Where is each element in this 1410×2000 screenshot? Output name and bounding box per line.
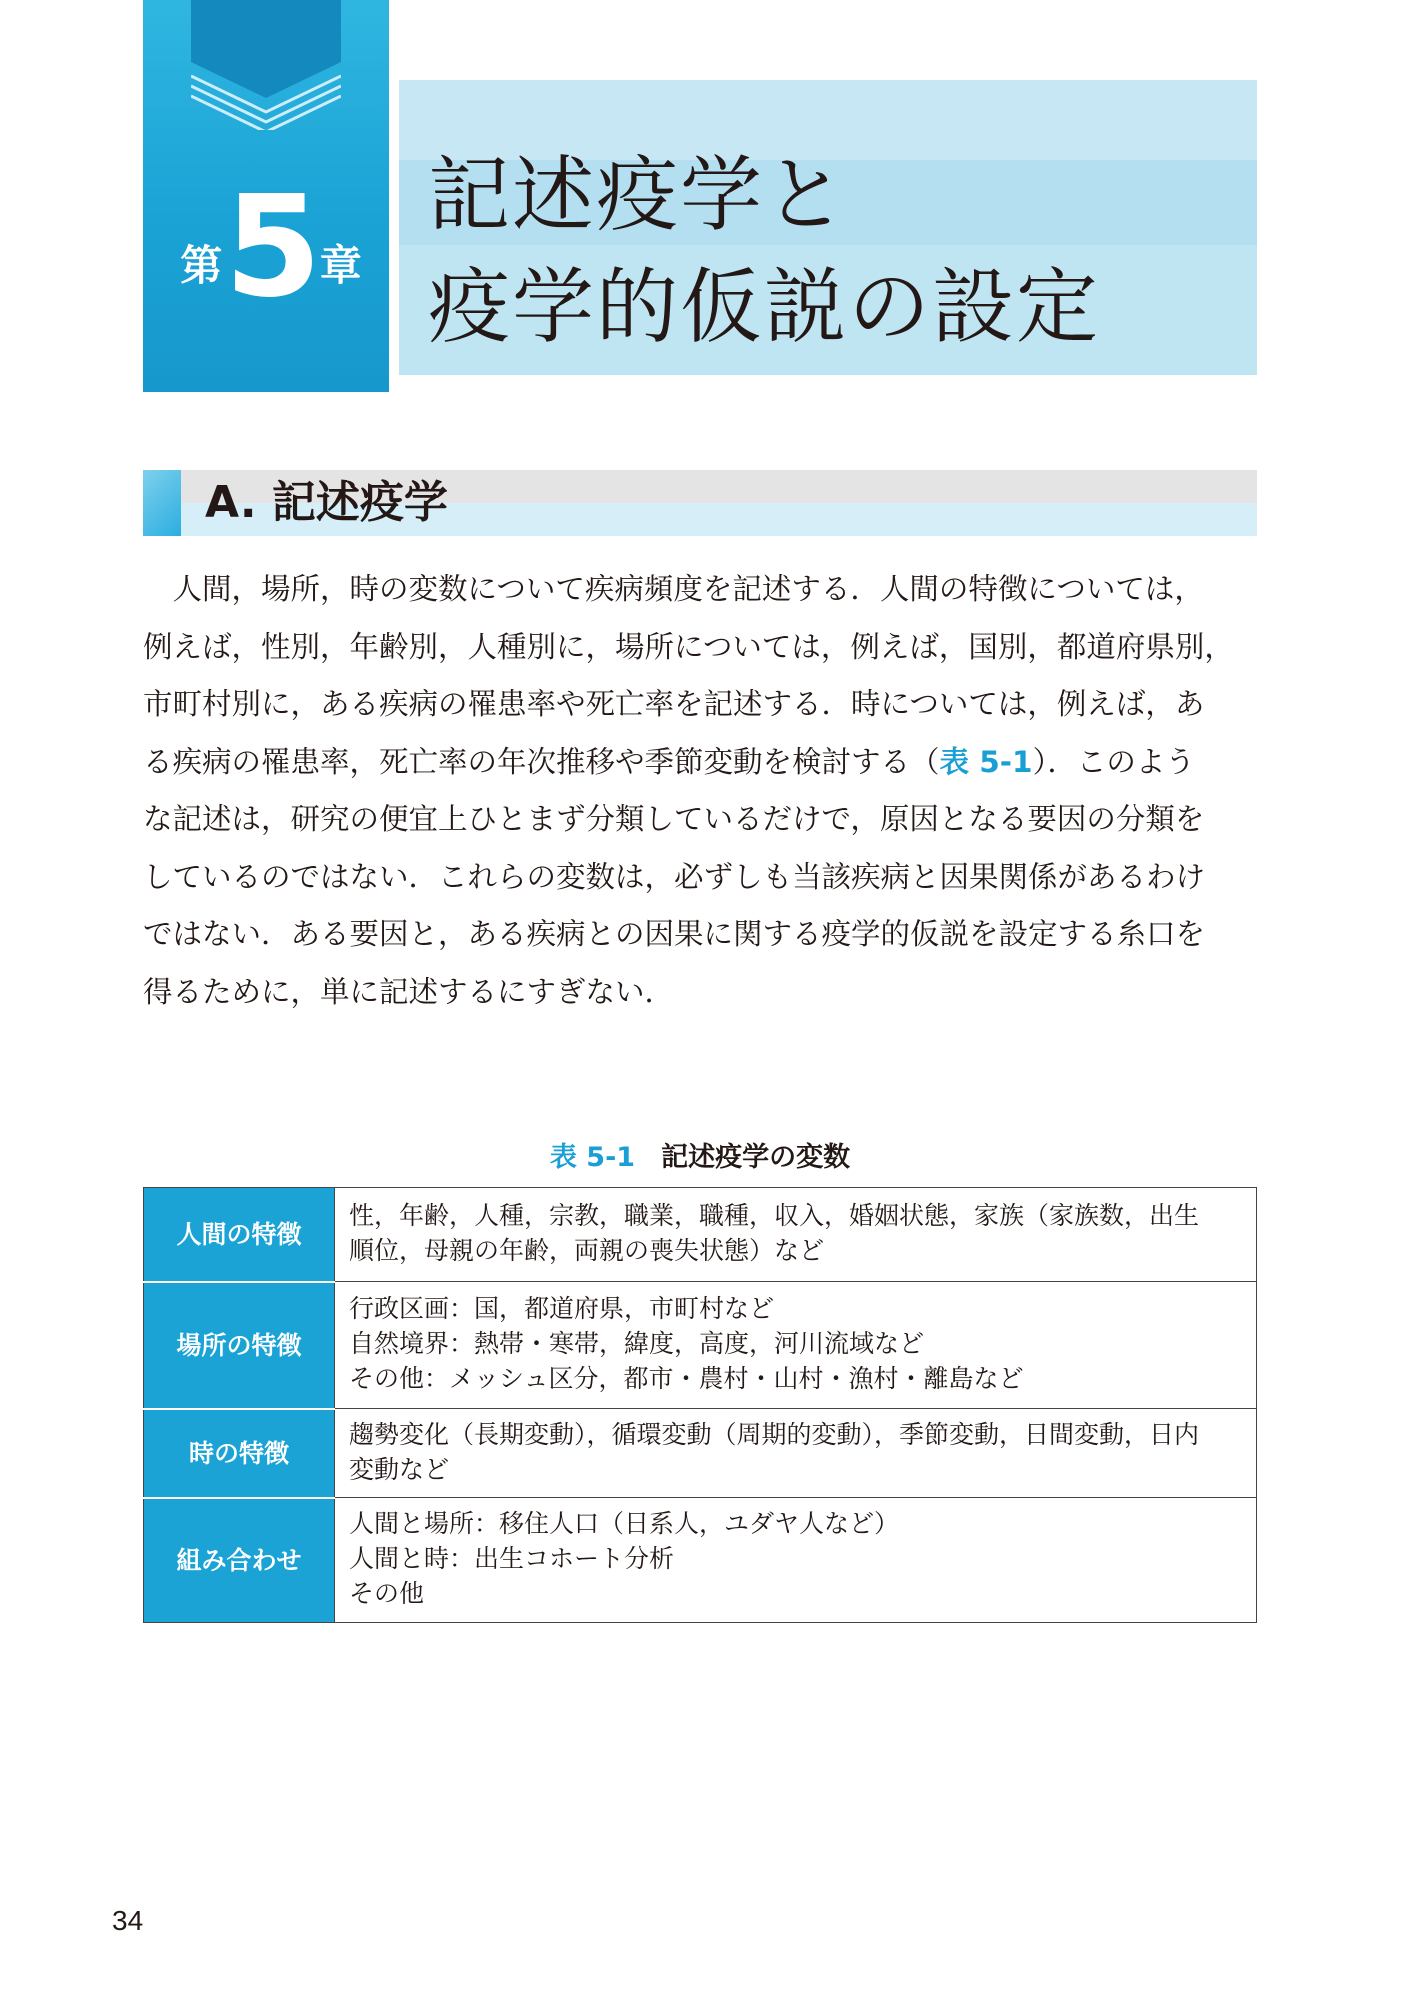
table-row	[144, 1282, 1257, 1409]
cell-line: 自然境界：熱帯・寒帯，緯度，高度，河川流域など	[349, 1329, 925, 1358]
row-cell	[335, 1282, 1257, 1409]
variables-table	[143, 1187, 1257, 1623]
row-cell	[335, 1188, 1257, 1282]
cell-line: 変動など	[349, 1454, 450, 1484]
text-segment: る疾病の罹患率，死亡率の年次推移や季節変動を検討する（	[143, 744, 940, 779]
table-row	[144, 1409, 1257, 1498]
row-cell	[335, 1498, 1257, 1623]
chapter-number-label	[176, 166, 366, 329]
text-line: な記述は，研究の便宜上ひとまず分類しているだけで，原因となる要因の分類を	[143, 802, 1205, 836]
text-line: しているのではない．これらの変数は，必ずしも当該疾病と因果関係があるわけ	[143, 859, 1206, 894]
text-line: 人間，場所，時の変数について疾病頻度を記述する．人間の特徴については，	[172, 572, 1204, 606]
cell-line: その他	[349, 1579, 425, 1608]
cell-line: 人間と時：出生コホート分析	[349, 1544, 675, 1573]
chapter-tab	[143, 0, 389, 392]
table-caption-title: 記述疫学の変数	[661, 1142, 851, 1173]
table-reference-link[interactable]: 表 5-1	[939, 744, 1033, 779]
chapter-number: 5	[224, 166, 318, 329]
chevron-down-icon	[191, 0, 341, 130]
text-line: ではない．ある要因と，ある疾病との因果に関する疫学的仮説を設定する糸口を	[143, 917, 1206, 951]
row-header: 組み合わせ	[144, 1498, 335, 1623]
cell-line: 人間と場所：移住人口（日系人，ユダヤ人など）	[349, 1509, 900, 1538]
cell-line: 順位，母親の年齢，両親の喪失状態）など	[349, 1236, 825, 1265]
section-accent	[143, 470, 181, 536]
body-paragraph	[143, 561, 1257, 1021]
chapter-title-line: 記述疫学と	[428, 148, 849, 243]
chapter-prefix: 第	[180, 241, 223, 290]
section-title: A. 記述疫学	[205, 477, 448, 528]
row-header: 場所の特徴	[144, 1282, 335, 1409]
cell-line: その他：メッシュ区分，都市・農村・山村・漁村・離島など	[349, 1364, 1024, 1393]
row-header: 人間の特徴	[144, 1188, 335, 1282]
cell-line: 性，年齢，人種，宗教，職業，職種，収入，婚姻状態，家族（家族数，出生	[349, 1201, 1200, 1230]
text-line: 得るために，単に記述するにすぎない．	[143, 974, 675, 1009]
chapter-suffix: 章	[319, 241, 362, 290]
header-divider	[389, 0, 399, 392]
page-number: 34	[112, 1905, 144, 1936]
table-caption	[143, 1135, 1257, 1174]
row-cell	[335, 1409, 1257, 1498]
table-row	[144, 1188, 1257, 1282]
text-segment: ）．このよう	[1032, 744, 1195, 779]
chapter-title	[428, 140, 1100, 364]
cell-line: 行政区画：国，都道府県，市町村など	[349, 1294, 775, 1323]
text-line: 市町村別に，ある疾病の罹患率や死亡率を記述する．時については，例えば，あ	[143, 687, 1205, 721]
text-line: 例えば，性別，年齢別，人種別に，場所については，例えば，国別，都道府県別，	[143, 629, 1234, 664]
cell-line: 趨勢変化（長期変動），循環変動（周期的変動），季節変動，日間変動，日内	[349, 1419, 1200, 1449]
table-row	[144, 1498, 1257, 1623]
chapter-title-line: 疫学的仮説の設定	[428, 260, 1101, 355]
text-line	[143, 734, 1257, 792]
row-header: 時の特徴	[144, 1409, 335, 1498]
table-caption-number: 表 5-1	[549, 1142, 636, 1173]
